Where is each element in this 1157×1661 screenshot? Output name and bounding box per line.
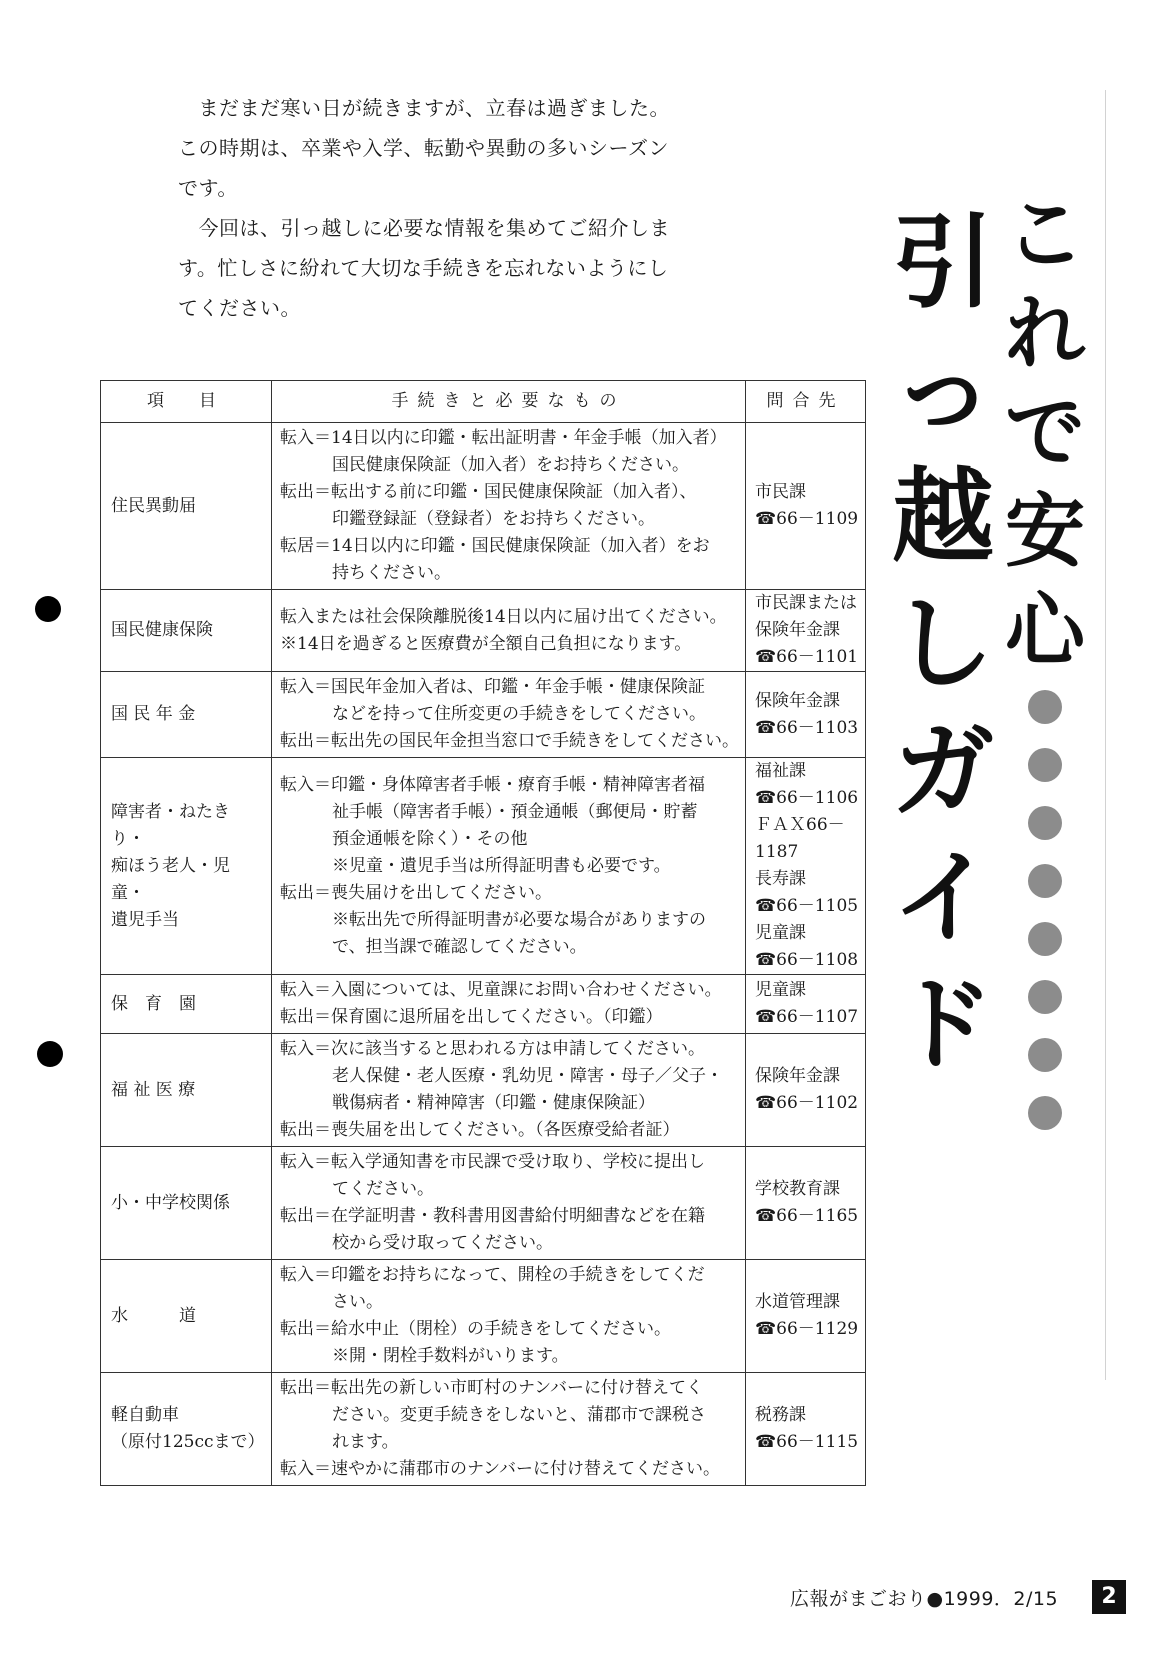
procedure-line: 転出＝転出する前に印鑑・国民健康保険証（加入者）、 — [280, 482, 697, 502]
row-item — [101, 1373, 272, 1486]
procedure-line: さい。 — [332, 1292, 383, 1312]
procedure-line: 転出＝保育園に退所届を出してください。（印鑑） — [280, 1007, 663, 1027]
row-procedure — [272, 672, 746, 758]
contact-line: 保険年金課 — [755, 620, 840, 640]
procedure-line: 転居＝14日以内に印鑑・国民健康保険証（加入者）をお — [280, 536, 710, 556]
row-item — [101, 672, 272, 758]
table-row — [101, 1373, 866, 1486]
procedure-line: てください。 — [332, 1179, 434, 1199]
contact-line: ☎66－1108 — [755, 950, 859, 970]
item-label: 住民異動届 — [111, 495, 196, 516]
procedure-line: 国民健康保険証（加入者）をお持ちください。 — [332, 455, 689, 475]
intro-line: です。 — [178, 176, 238, 200]
row-item — [101, 975, 272, 1034]
contact-line: 税務課 — [755, 1405, 806, 1425]
row-item — [101, 423, 272, 590]
row-procedure — [272, 1260, 746, 1373]
row-item — [101, 1034, 272, 1147]
procedure-line: 転入＝速やかに蒲郡市のナンバーに付け替えてください。 — [280, 1459, 720, 1479]
procedure-line: で、担当課で確認してください。 — [332, 936, 587, 957]
procedure-line: 転入または社会保険離脱後14日以内に届け出てください。 — [280, 606, 727, 627]
contact-line: 保険年金課 — [755, 1066, 840, 1086]
procedure-line: 転出＝転出先の国民年金担当窓口で手続きをしてください。 — [280, 731, 739, 751]
title-sub-char: 安 — [1005, 485, 1085, 578]
table-row — [101, 423, 866, 590]
procedure-line: 転入＝次に該当すると思われる方は申請してください。 — [280, 1039, 705, 1059]
contact-line: ＦＡＸ66－1187 — [755, 815, 845, 862]
table-header-row — [101, 381, 866, 423]
item-label: （原付125ccまで） — [111, 1432, 265, 1452]
procedure-line: 預金通帳を除く）・その他 — [332, 828, 528, 849]
procedure-line: 転出＝在学証明書・教科書用図書給付明細書などを在籍 — [280, 1206, 705, 1226]
table-row — [101, 758, 866, 975]
table-row — [101, 1147, 866, 1260]
contact-line: ☎66－1115 — [755, 1432, 859, 1452]
procedure-line: 転出＝喪失届けを出してください。 — [280, 882, 552, 903]
procedure-line: 戦傷病者・精神障害（印鑑・健康保険証） — [332, 1093, 655, 1113]
item-label: 小・中学校関係 — [111, 1192, 230, 1213]
title-main — [893, 200, 993, 1089]
intro-line: 今回は、引っ越しに必要な情報を集めてご紹介しま — [178, 216, 670, 240]
title-block — [885, 90, 1106, 1380]
procedure-line: 転出＝喪失届を出してください。（各医療受給者証） — [280, 1120, 680, 1140]
procedure-line: ださい。変更手続きをしないと、蒲郡市で課税さ — [332, 1405, 706, 1425]
title-main-char: し — [892, 585, 994, 704]
table-row — [101, 1260, 866, 1373]
row-contact — [746, 1373, 866, 1486]
contact-line: 児童課 — [755, 980, 806, 1000]
decorative-dot — [1028, 1096, 1062, 1130]
procedure-line: 転入＝入園については、児童課にお問い合わせください。 — [280, 980, 722, 1000]
header-contact: 問合先 — [746, 381, 866, 423]
procedure-table — [100, 380, 866, 1486]
contact-line: ☎66－1165 — [755, 1206, 859, 1226]
contact-line: 保険年金課 — [755, 690, 840, 711]
procedure-line: ※開・閉栓手数料がいります。 — [332, 1346, 569, 1366]
binder-hole-bottom — [37, 1041, 63, 1067]
contact-line: 福祉課 — [755, 761, 806, 781]
row-procedure — [272, 1373, 746, 1486]
row-procedure — [272, 1147, 746, 1260]
table-row — [101, 1034, 866, 1147]
item-label: 保 育 園 — [111, 993, 196, 1014]
title-main-char: ド — [892, 966, 994, 1085]
intro-line: てください。 — [178, 296, 301, 320]
title-main-char: ガ — [892, 712, 994, 831]
intro-line: まだまだ寒い日が続きますが、立春は過ぎました。 — [178, 96, 670, 120]
row-item — [101, 1147, 272, 1260]
binder-hole-top — [35, 596, 61, 622]
intro-line: この時期は、卒業や入学、転勤や異動の多いシーズン — [178, 136, 669, 160]
row-contact — [746, 423, 866, 590]
title-main-char: イ — [892, 839, 994, 958]
title-sub-char: れ — [1005, 287, 1085, 380]
item-label: 福 祉 医 療 — [111, 1079, 196, 1100]
page-number: 2 — [1092, 1580, 1126, 1614]
table-row — [101, 975, 866, 1034]
procedure-line: 転入＝14日以内に印鑑・転出証明書・年金手帳（加入者） — [280, 428, 727, 448]
title-main-char: 引 — [892, 204, 994, 323]
title-sub — [997, 185, 1093, 1144]
row-contact — [746, 1260, 866, 1373]
decorative-dot — [1028, 806, 1062, 840]
row-contact — [746, 1147, 866, 1260]
header-item: 項 目 — [101, 381, 272, 423]
contact-line: ☎66－1109 — [755, 509, 859, 529]
row-procedure — [272, 590, 746, 672]
decorative-dot — [1028, 864, 1062, 898]
procedure-line: 転入＝転入学通知書を市民課で受け取り、学校に提出し — [280, 1152, 705, 1172]
row-item — [101, 1260, 272, 1373]
procedure-line: 転出＝給水中止（閉栓）の手続きをしてください。 — [280, 1319, 671, 1339]
procedure-line: ※転出先で所得証明書が必要な場合がありますの — [332, 909, 706, 930]
decorative-dot — [1028, 1038, 1062, 1072]
decorative-dot — [1028, 980, 1062, 1014]
item-label: 国民健康保険 — [111, 620, 213, 640]
contact-line: 市民課または — [755, 593, 857, 613]
title-sub-char: こ — [1005, 188, 1085, 281]
row-contact — [746, 672, 866, 758]
procedure-line: ※児童・遺児手当は所得証明書も必要です。 — [332, 855, 671, 876]
procedure-line: 印鑑登録証（登録者）をお持ちください。 — [332, 509, 655, 529]
row-procedure — [272, 1034, 746, 1147]
row-contact — [746, 590, 866, 672]
item-label: 国 民 年 金 — [111, 704, 196, 724]
procedure-line: などを持って住所変更の手続きをしてください。 — [332, 704, 706, 724]
contact-line: ☎66－1103 — [755, 717, 859, 738]
procedure-line: 転入＝印鑑をお持ちになって、開栓の手続きをしてくだ — [280, 1265, 705, 1285]
row-contact — [746, 758, 866, 975]
contact-line: ☎66－1102 — [755, 1093, 859, 1113]
procedure-line: 転出＝転出先の新しい市町村のナンバーに付け替えてく — [280, 1378, 703, 1398]
contact-line: 長寿課 — [755, 869, 806, 889]
row-procedure — [272, 975, 746, 1034]
title-main-char: っ — [892, 331, 994, 450]
procedure-line: 持ちください。 — [332, 563, 451, 583]
procedure-line: 老人保健・老人医療・乳幼児・障害・母子／父子・ — [332, 1066, 723, 1086]
title-sub-char: で — [1005, 386, 1085, 479]
procedure-line: 祉手帳（障害者手帳）・預金通帳（郵便局・貯蓄 — [332, 801, 698, 822]
decorative-dot — [1028, 922, 1062, 956]
contact-line: ☎66－1107 — [755, 1007, 859, 1027]
item-label: 障害者・ねたきり・ — [111, 801, 230, 849]
contact-line: ☎66－1106 — [755, 788, 859, 808]
procedure-line: 転入＝印鑑・身体障害者手帳・療育手帳・精神障害者福 — [280, 774, 705, 795]
contact-line: 水道管理課 — [755, 1292, 840, 1312]
procedure-line: 転入＝国民年金加入者は、印鑑・年金手帳・健康保険証 — [280, 677, 705, 697]
contact-line: ☎66－1101 — [755, 647, 859, 667]
title-sub-char: 心 — [1005, 584, 1085, 677]
item-label: 遺児手当 — [111, 909, 179, 930]
row-item — [101, 590, 272, 672]
title-main-char: 越 — [892, 458, 994, 577]
procedure-line: 校から受け取ってください。 — [332, 1233, 553, 1253]
row-procedure — [272, 423, 746, 590]
row-contact — [746, 1034, 866, 1147]
decorative-dot — [1028, 748, 1062, 782]
item-label: 痴ほう老人・児童・ — [111, 855, 230, 903]
publication-footer: 広報がまごおり●1999．2/15 — [790, 1588, 1059, 1610]
contact-line: 児童課 — [755, 923, 806, 943]
table-row — [101, 672, 866, 758]
item-label: 軽自動車 — [111, 1405, 179, 1425]
contact-line: ☎66－1105 — [755, 896, 859, 916]
intro-text — [178, 88, 718, 328]
contact-line: 市民課 — [755, 482, 806, 502]
procedure-line: ※14日を過ぎると医療費が全額自己負担になります。 — [280, 633, 692, 654]
contact-line: ☎66－1129 — [755, 1319, 859, 1339]
table-row — [101, 590, 866, 672]
row-contact — [746, 975, 866, 1034]
item-label: 水 道 — [111, 1305, 196, 1326]
row-procedure — [272, 758, 746, 975]
contact-line: 学校教育課 — [755, 1179, 840, 1199]
header-procedure: 手続きと必要なもの — [272, 381, 746, 423]
procedure-line: れます。 — [332, 1432, 399, 1452]
decorative-dot — [1028, 690, 1062, 724]
row-item — [101, 758, 272, 975]
intro-line: す。忙しさに紛れて大切な手続きを忘れないようにし — [178, 256, 669, 280]
